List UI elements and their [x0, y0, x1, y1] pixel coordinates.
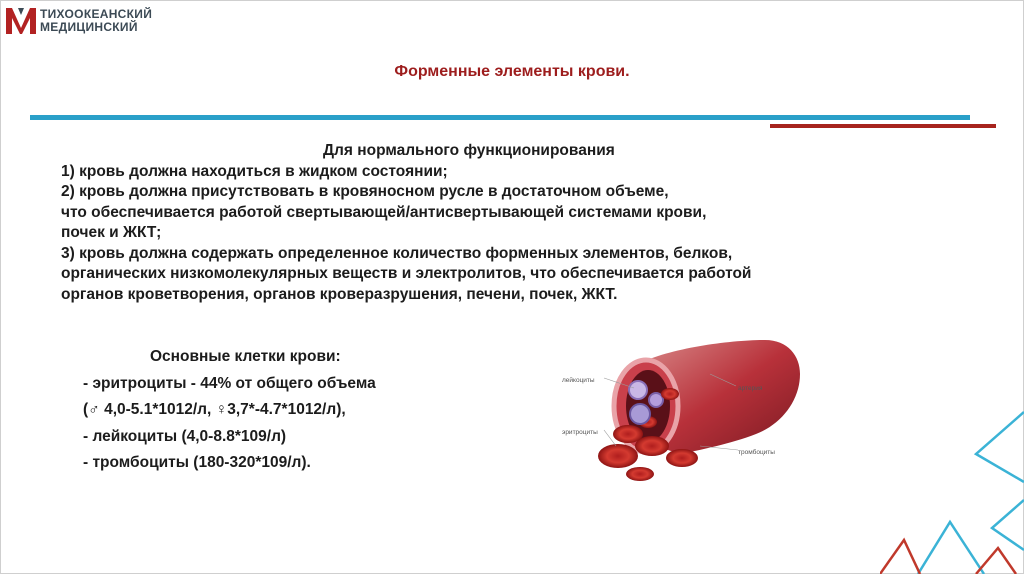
logo: [4, 4, 152, 38]
intro-line: 1) кровь должна находиться в жидком состоянии;: [61, 162, 448, 180]
leukocyte: [649, 393, 663, 407]
intro-line: 2) кровь должна присутствовать в кровяносном русле в достаточном объеме,: [61, 183, 669, 200]
intro-line: что обеспечивается работой свертывающей/антисвертывающей системами крови,: [61, 203, 707, 221]
slide-title: Форменные элементы крови.: [394, 63, 630, 80]
label-erythrocytes: эритроциты: [562, 429, 598, 436]
erythrocyte: [661, 388, 679, 400]
erythrocyte: [666, 449, 698, 467]
cells-line: - тромбоциты (180-320*109/л).: [83, 454, 311, 471]
leukocyte: [630, 404, 650, 424]
cells-heading: Основные клетки крови:: [150, 348, 341, 365]
label-artery: артерия: [738, 385, 763, 392]
divider-blue: [30, 115, 970, 120]
cells-line: - эритроциты - 44% от общего объема: [83, 374, 376, 392]
logo-line-1: ТИХООКЕАНСКИЙ: [40, 7, 153, 21]
intro-line: органических низкомолекулярных веществ и электролитов, что обеспечивается работой: [61, 265, 752, 282]
cells-block: [83, 344, 503, 477]
label-thrombocytes: тромбоциты: [738, 449, 775, 456]
corner-decoration: [880, 410, 1024, 574]
erythrocyte: [635, 436, 669, 456]
leukocyte: [629, 381, 647, 399]
logo-line-2: МЕДИЦИНСКИЙ: [40, 20, 138, 34]
intro-block: [61, 141, 991, 305]
label-leukocytes: лейкоциты: [562, 377, 595, 384]
erythrocyte: [598, 444, 638, 468]
cells-line: - лейкоциты (4,0-8.8*109/л): [83, 427, 287, 445]
intro-heading: Для нормального функционирования: [323, 142, 615, 159]
intro-line: почек и ЖКТ;: [61, 224, 162, 241]
intro-line: 3) кровь должна содержать определенное количество форменных элементов, белков,: [61, 244, 733, 262]
blood-vessel-illustration: [560, 334, 805, 482]
erythrocyte: [626, 467, 654, 481]
logo-icon: [4, 4, 38, 38]
divider-red: [770, 124, 996, 128]
intro-line: органов кроветворения, органов кроверазрушения, печени, почек, ЖКТ.: [61, 285, 618, 303]
cells-line: (♂ 4,0-5.1*1012/л, ♀3,7*-4.7*1012/л),: [83, 401, 346, 418]
